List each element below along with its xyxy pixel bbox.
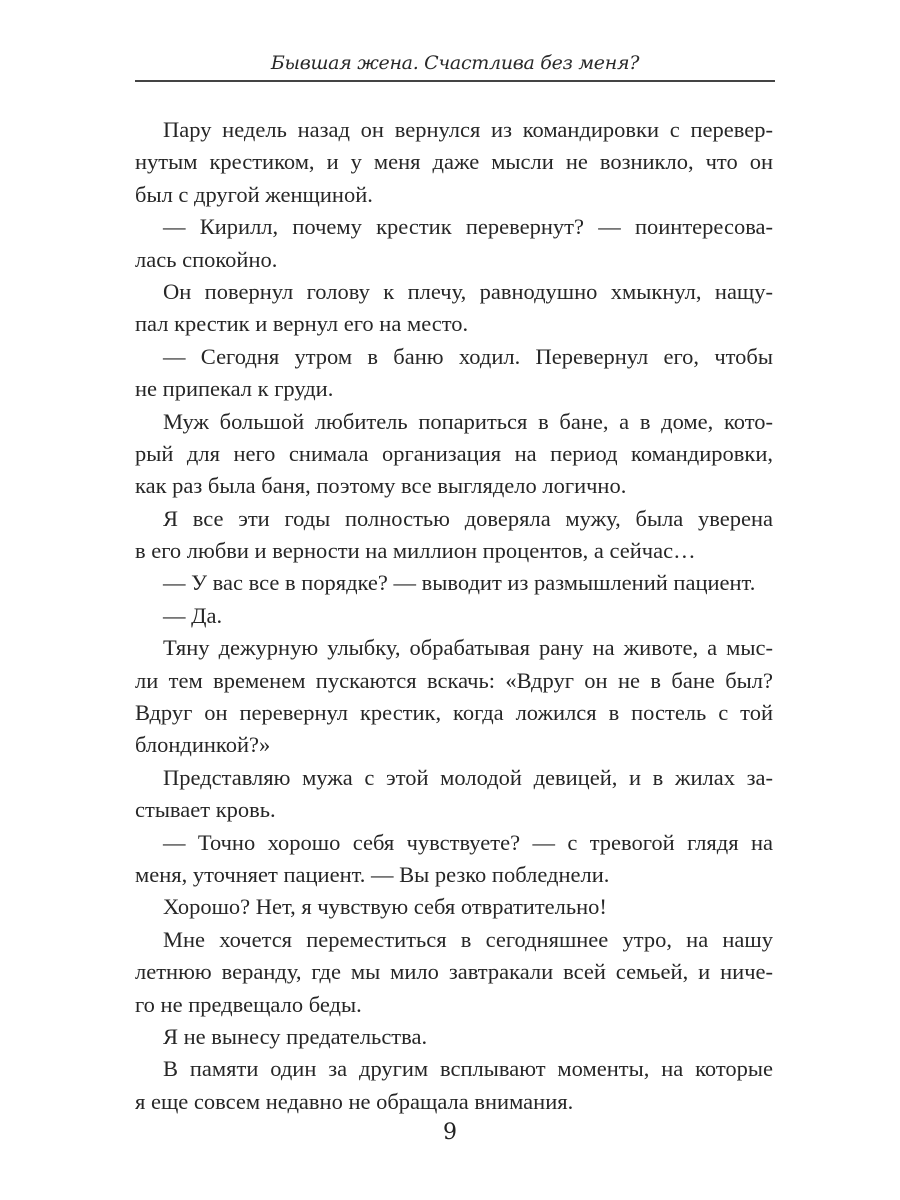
text-line: Хорошо? Нет, я чувствую себя отвратительно! — [163, 894, 607, 920]
text-line: — У вас все в порядке? — выводит из размышлений пациент. — [163, 570, 756, 596]
text-line: меня, уточняет пациент. — Вы резко побледнели. — [135, 861, 610, 887]
text-line: ли тем временем пускаются вскачь: «Вдруг он не в бане был? — [135, 667, 773, 693]
page-number: 9 — [443, 1120, 457, 1145]
text-line: го не предвещало беды. — [135, 991, 362, 1017]
header-rule — [135, 80, 775, 82]
body-text — [135, 114, 773, 1118]
text-line: лась спокойно. — [135, 246, 278, 272]
text-line: — Сегодня утром в баню ходил. Перевернул его, чтобы — [163, 343, 773, 369]
text-line: пал крестик и вернул его на место. — [135, 311, 469, 337]
text-line: Тяну дежурную улыбку, обрабатывая рану на животе, а мыс- — [163, 635, 773, 661]
text-line: Муж большой любитель попариться в бане, а в доме, кото- — [163, 408, 773, 434]
text-line: не припекал к груди. — [135, 376, 334, 402]
text-line: Пару недель назад он вернулся из командировки с перевер- — [163, 117, 773, 142]
text-line: Я все эти годы полностью доверяла мужу, была уверена — [163, 505, 773, 531]
text-line: нутым крестиком, и у меня даже мысли не возникло, что он — [135, 149, 773, 175]
text-line: как раз была баня, поэтому все выглядело логично. — [135, 473, 627, 499]
text-line: — Точно хорошо себя чувствуете? — с тревогой глядя на — [163, 829, 773, 855]
text-line: — Да. — [163, 602, 223, 628]
text-line: летнюю веранду, где мы мило завтракали всей семьей, и ниче- — [135, 959, 773, 985]
text-line: я еще совсем недавно не обращала внимания. — [135, 1088, 574, 1114]
text-line: стывает кровь. — [135, 797, 276, 823]
text-line: блондинкой?» — [135, 732, 271, 758]
text-line: В памяти один за другим всплывают моменты, на которые — [163, 1056, 773, 1082]
text-line: Вдруг он перевернул крестик, когда ложился в постель с той — [135, 700, 773, 726]
text-line: рый для него снимала организация на период командировки, — [135, 440, 773, 466]
running-head-title: Бывшая жена. Счастлива без меня? — [270, 52, 640, 74]
text-line: Мне хочется переместиться в сегодняшнее утро, на нашу — [163, 926, 773, 952]
text-line: в его любви и верности на миллион процентов, а сейчас… — [135, 538, 696, 564]
text-line: был с другой женщиной. — [135, 181, 373, 207]
text-line: Он повернул голову к плечу, равнодушно хмыкнул, нащу- — [163, 278, 773, 304]
text-line: Представляю мужа с этой молодой девицей, и в жилах за- — [163, 764, 773, 790]
text-line: — Кирилл, почему крестик перевернут? — поинтересова- — [163, 214, 773, 240]
text-line: Я не вынесу предательства. — [163, 1023, 428, 1049]
